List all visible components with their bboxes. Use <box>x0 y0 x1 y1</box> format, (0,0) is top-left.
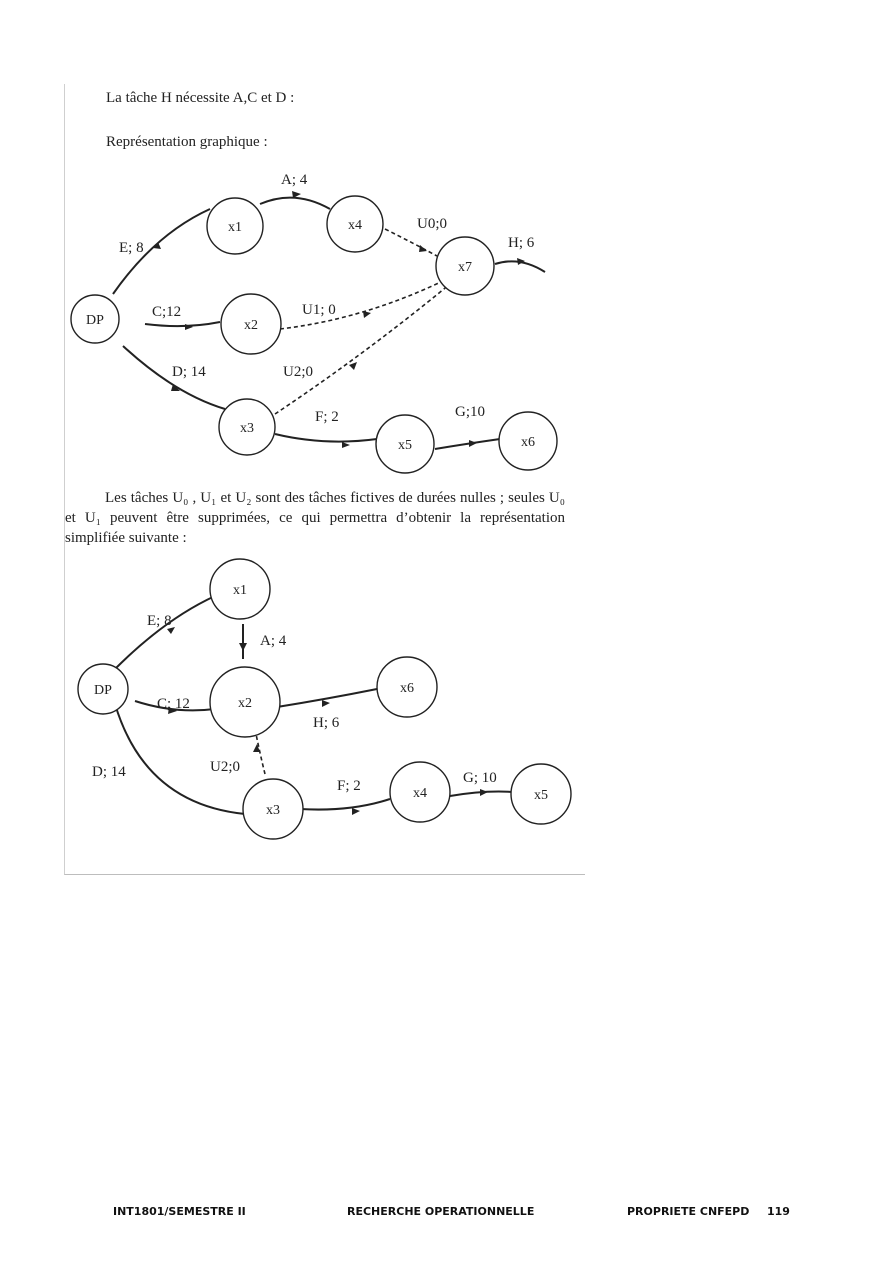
d1-node-x5-label: x5 <box>398 438 412 453</box>
edge-u2-arrow-icon <box>349 362 357 370</box>
d1-node-x2-label: x2 <box>244 318 258 333</box>
edge-f-arrow-icon <box>342 442 350 448</box>
d1-node-x6-label: x6 <box>521 435 535 450</box>
edge-c <box>145 322 220 326</box>
d1-label-e: E; 8 <box>119 240 144 256</box>
d1-label-g: G;10 <box>455 404 485 420</box>
d1-node-x3-label: x3 <box>240 421 254 436</box>
edge-g-arrow-icon <box>469 440 477 447</box>
d1-label-u1: U1; 0 <box>302 302 336 318</box>
edge-h-arrow-icon <box>517 258 525 265</box>
edge-u0 <box>385 229 437 256</box>
d2-node-x3-label: x3 <box>266 803 280 818</box>
d2-label-f: F; 2 <box>337 778 361 794</box>
edge-a <box>260 198 330 209</box>
d2-label-e: E; 8 <box>147 613 172 629</box>
d1-label-d: D; 14 <box>172 364 206 380</box>
edge-f <box>275 434 377 442</box>
diagrams-canvas <box>65 84 585 874</box>
footer-owner: PROPRIETE CNFEPD <box>627 1205 750 1218</box>
d2-label-d: D; 14 <box>92 764 126 780</box>
d2-node-x1-label: x1 <box>233 583 247 598</box>
footer-course-title: RECHERCHE OPERATIONNELLE <box>347 1205 535 1218</box>
d2-label-g: G; 10 <box>463 770 497 786</box>
d1-label-a: A; 4 <box>281 172 308 188</box>
edge2-f-arrow-icon <box>352 808 360 815</box>
d1-label-u0: U0;0 <box>417 216 447 232</box>
edge-u1-arrow-icon <box>363 311 371 318</box>
d2-node-x5-label: x5 <box>534 788 548 803</box>
intro-line-1: La tâche H nécessite A,C et D : <box>106 90 295 106</box>
d1-node-x7-label: x7 <box>458 260 472 275</box>
d2-node-dp-label: DP <box>94 683 112 698</box>
d1-label-f: F; 2 <box>315 409 339 425</box>
edge2-f <box>300 799 390 810</box>
footer-page-number: 119 <box>767 1205 790 1218</box>
d1-node-x1-label: x1 <box>228 220 242 235</box>
d2-node-x4-label: x4 <box>413 786 427 801</box>
d2-label-c: C; 12 <box>157 696 190 712</box>
diagram-1 <box>71 172 557 473</box>
edge2-g-arrow-icon <box>480 789 488 796</box>
edge-g <box>435 439 500 449</box>
edge2-e <box>115 596 215 669</box>
d1-label-u2: U2;0 <box>283 364 313 380</box>
edge2-h-arrow-icon <box>322 700 330 707</box>
scanned-page-image <box>64 84 585 875</box>
d1-label-c: C;12 <box>152 304 182 320</box>
d1-node-x4-label: x4 <box>348 218 362 233</box>
d2-label-h: H; 6 <box>313 715 340 731</box>
d2-node-x2-label: x2 <box>238 696 252 711</box>
d2-label-u2: U2;0 <box>210 759 240 775</box>
diagram-2 <box>78 559 571 839</box>
d2-label-a: A; 4 <box>260 633 287 649</box>
explanation-paragraph: Les tâches U₀ , U₁ et U₂ sont des tâches fictives de durées nulles ; seules U₀ et U₁ peuvent être supprimées, ce qui permettra d’obtenir la représentation simplifiée suivante : <box>65 490 565 546</box>
d1-label-h: H; 6 <box>508 235 535 251</box>
edge-u0-arrow-icon <box>419 245 427 252</box>
intro-line-2: Représentation graphique : <box>106 134 268 150</box>
edge2-a-arrow-icon <box>239 643 247 651</box>
d1-node-dp-label: DP <box>86 313 104 328</box>
d2-node-x6-label: x6 <box>400 681 414 696</box>
footer-course-code: INT1801/SEMESTRE II <box>113 1205 246 1218</box>
